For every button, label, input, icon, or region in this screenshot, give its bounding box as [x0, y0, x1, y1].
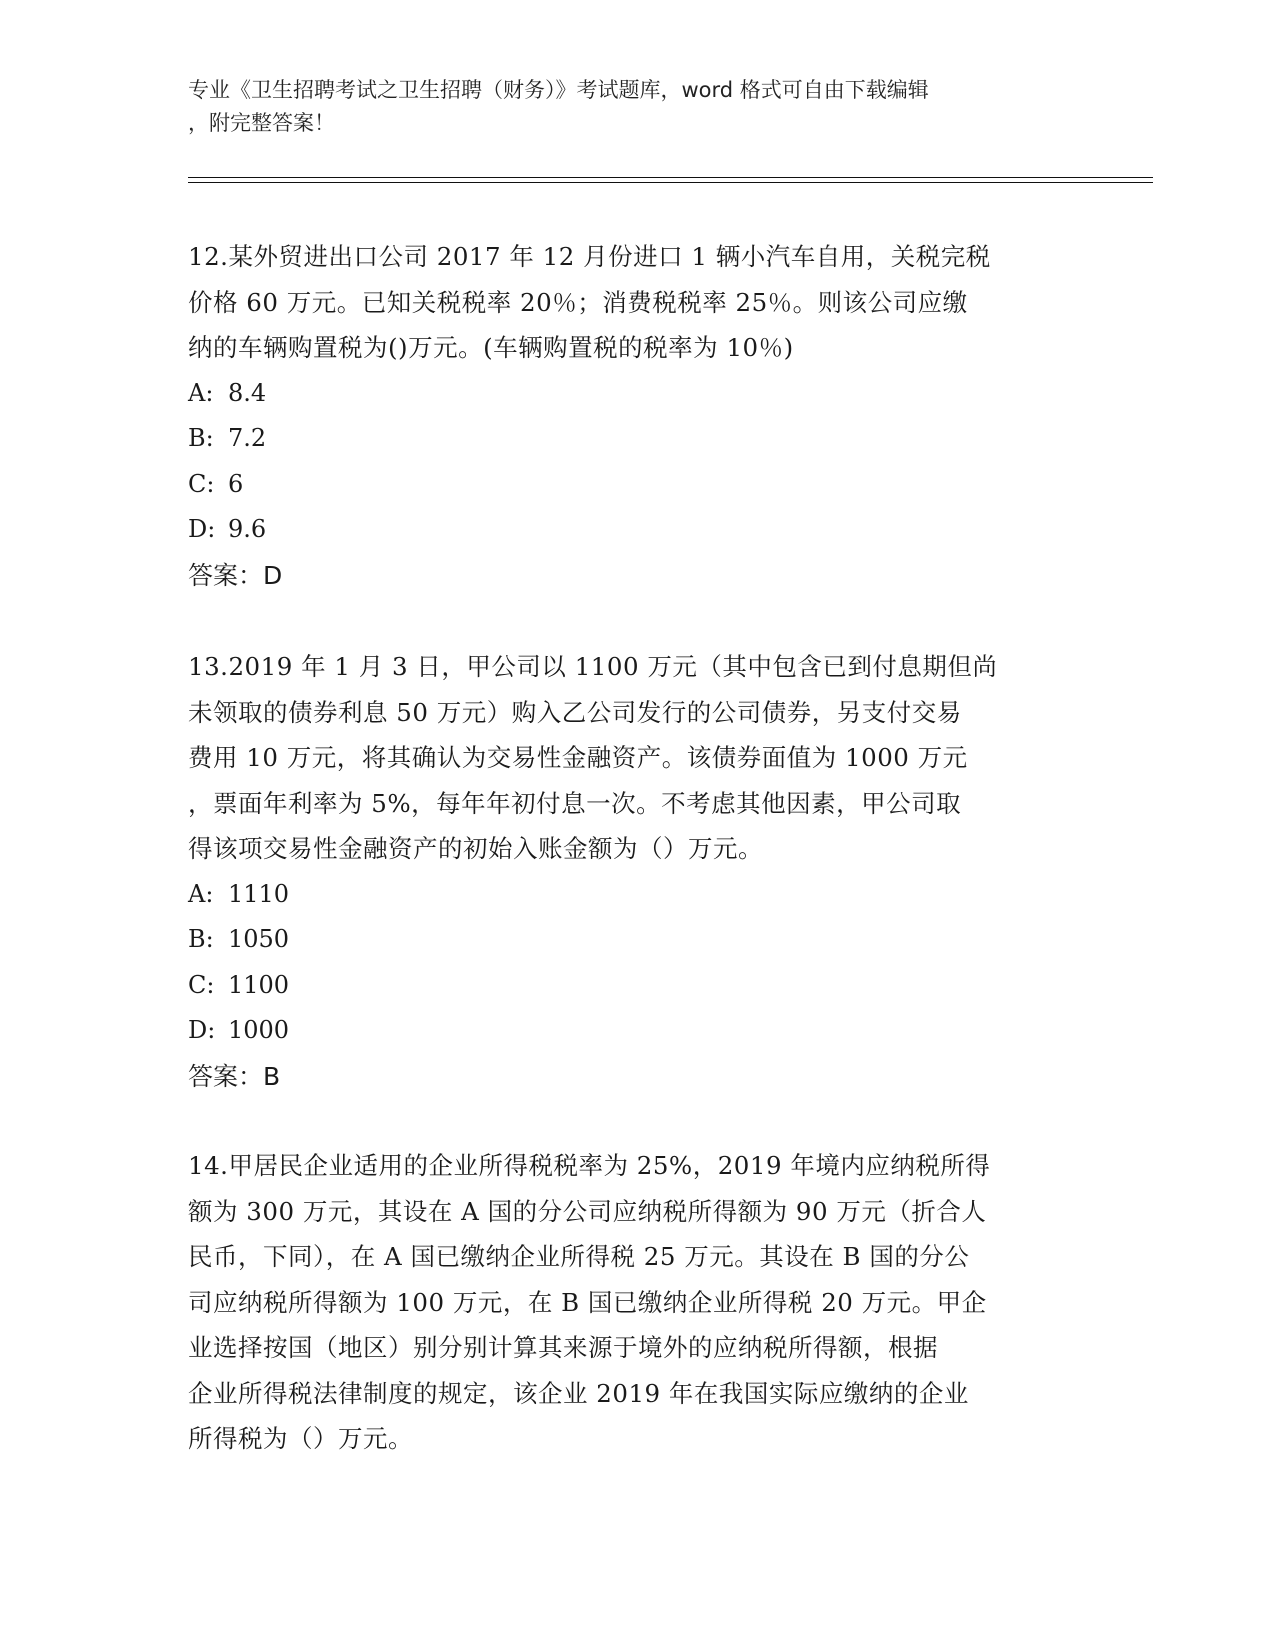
- question-line: 未领取的债券利息 50 万元）购入乙公司发行的公司债券，另支付交易: [188, 697, 962, 727]
- question-line: 企业所得税法律制度的规定，该企业 2019 年在我国实际应缴纳的企业: [188, 1378, 969, 1408]
- option-c: [188, 462, 1088, 508]
- option-d: [188, 1008, 1088, 1054]
- option-text: 1000: [228, 1016, 290, 1044]
- option-letter: A:: [188, 879, 214, 908]
- question-line: 12.某外贸进出口公司 2017 年 12 月份进口 1 辆小汽车自用，关税完税: [188, 242, 991, 271]
- question-14: [188, 1143, 1088, 1462]
- header-divider-top: [188, 177, 1153, 178]
- option-text: 6: [228, 469, 244, 498]
- header-line-1: 专业《卫生招聘考试之卫生招聘（财务）》考试题库，word 格式可自由下载编辑: [188, 78, 929, 102]
- option-text: 1110: [228, 879, 290, 908]
- question-12: [188, 234, 1088, 598]
- option-letter: D:: [188, 1016, 216, 1044]
- question-line: 价格 60 万元。已知关税税率 20％；消费税税率 25％。则该公司应缴: [188, 287, 968, 317]
- header-line-2: ，附完整答案！: [188, 111, 335, 135]
- option-letter: C:: [188, 970, 215, 999]
- question-13: [188, 644, 1088, 1099]
- question-stem: [188, 1143, 1088, 1462]
- header-divider-bottom: [188, 182, 1153, 183]
- question-line: 业选择按国（地区）别分别计算其来源于境外的应纳税所得额，根据: [188, 1333, 938, 1362]
- option-letter: B:: [188, 925, 214, 953]
- question-line: 额为 300 万元，其设在 A 国的分公司应纳税所得额为 90 万元（折合人: [188, 1196, 987, 1226]
- answer: 答案：D: [188, 560, 283, 590]
- option-text: 7.2: [228, 424, 267, 452]
- question-line: 14.甲居民企业适用的企业所得税税率为 25%，2019 年境内应纳税所得: [188, 1151, 991, 1180]
- option-a: [188, 371, 1088, 417]
- option-c: [188, 963, 1088, 1009]
- question-stem: [188, 234, 1088, 371]
- option-text: 1050: [228, 925, 290, 953]
- option-letter: C:: [188, 469, 215, 498]
- answer: 答案：B: [188, 1061, 281, 1091]
- question-line: 所得税为（）万元。: [188, 1424, 413, 1453]
- option-b: [188, 917, 1088, 963]
- option-text: 8.4: [228, 378, 267, 407]
- question-line: 得该项交易性金融资产的初始入账金额为（）万元。: [188, 834, 763, 863]
- question-line: 民币，下同），在 A 国已缴纳企业所得税 25 万元。其设在 B 国的分公: [188, 1242, 970, 1271]
- option-letter: B:: [188, 424, 214, 452]
- option-d: [188, 507, 1088, 553]
- question-stem: [188, 644, 1088, 872]
- option-letter: A:: [188, 378, 214, 407]
- question-line: ，票面年利率为 5%，每年年初付息一次。不考虑其他因素，甲公司取: [188, 788, 962, 818]
- option-letter: D:: [188, 515, 216, 543]
- question-line: 司应纳税所得额为 100 万元，在 B 国已缴纳企业所得税 20 万元。甲企: [188, 1287, 987, 1317]
- option-text: 1100: [228, 970, 290, 999]
- question-line: 13.2019 年 1 月 3 日，甲公司以 1100 万元（其中包含已到付息期但尚: [188, 652, 998, 681]
- question-line: 费用 10 万元，将其确认为交易性金融资产。该债券面值为 1000 万元: [188, 743, 968, 772]
- option-a: [188, 872, 1088, 918]
- option-text: 9.6: [228, 515, 267, 543]
- document-header: [188, 74, 1088, 140]
- question-line: 纳的车辆购置税为()万元。(车辆购置税的税率为 10％): [188, 333, 794, 362]
- option-b: [188, 416, 1088, 462]
